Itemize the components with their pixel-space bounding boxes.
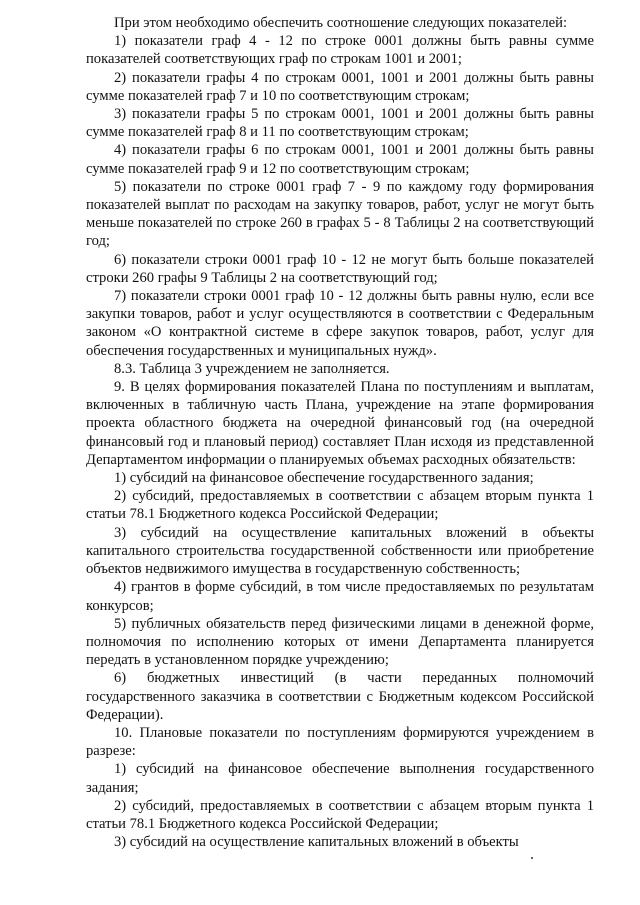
paragraph-8-3: 8.3. Таблица 3 учреждением не заполняется. <box>114 360 390 377</box>
paragraph-item-3: 3) показатели графы 5 по строкам 0001, 1001 и 2001 должны быть равны сумме показателей граф 8 и 11 по соответствующим строкам; <box>86 106 594 141</box>
paragraph-10-item-2: 2) субсидий, предоставляемых в соответствии с абзацем вторым пункта 1 статьи 78.1 Бюджетного кодекса Российской Федерации; <box>86 797 594 832</box>
paragraph-10: 10. Плановые показатели по поступлениям формируются учреждением в разрезе: <box>86 724 594 760</box>
paragraph-9-item-6: 6) бюджетных инвестиций (в части переданных полномочий государственного заказчика в соответствии с Бюджетным кодексом Российской Федерации). <box>86 670 594 723</box>
paragraph-9-item-4: 4) грантов в форме субсидий, в том числе предоставляемых по результатам конкурсов; <box>86 579 594 614</box>
paragraph-intro: При этом необходимо обеспечить соотношение следующих показателей: <box>114 15 568 31</box>
paragraph-item-6: 6) показатели строки 0001 граф 10 - 12 не могут быть больше показателей строки 260 графы 9 Таблицы 2 на соответствующий год; <box>86 251 594 286</box>
paragraph-item-7: 7) показатели строки 0001 граф 10 - 12 должны быть равны нулю, если все закупки товаров, работ и услуг осуществляются в соответствии с Федеральным законом «О контрактной системе в сфере закупок товаров, работ, услуг для обеспечения государственных и муниципальных нужд». <box>86 288 594 359</box>
paragraph-9-item-3: 3) субсидий на осуществление капитальных вложений в объекты капитального строительства государственной собственности или приобретение объектов недвижимого имущества в государственную собственность; <box>86 524 594 578</box>
paragraph-item-2: 2) показатели графы 4 по строкам 0001, 1001 и 2001 должны быть равны сумме показателей граф 7 и 10 по соответствующим строкам; <box>86 69 594 104</box>
scan-speck <box>531 857 533 859</box>
paragraph-10-item-3: 3) субсидий на осуществление капитальных вложений в объекты <box>114 834 519 851</box>
paragraph-item-1: 1) показатели граф 4 - 12 по строке 0001 должны быть равны сумме показателей соответствующих граф по строкам 1001 и 2001; <box>86 33 594 68</box>
paragraph-9-item-1: 1) субсидий на финансовое обеспечение государственного задания; <box>114 470 534 487</box>
paragraph-9: 9. В целях формирования показателей Плана по поступлениям и выплатам, включенных в табличную часть Плана, учреждение на этапе формирования проекта областного бюджета на очередной финансовый год (на очередной финансовый год и плановый период) составляет План исходя из представленной Департаментом информации о планируемых объемах расходных обязательств: <box>86 379 594 468</box>
paragraph-10-item-1: 1) субсидий на финансовое обеспечение выполнения государственного задания; <box>86 761 594 796</box>
paragraph-9-item-5: 5) публичных обязательств перед физическими лицами в денежной форме, полномочия по исполнению которых от имени Департамента планируется передать в установленном порядке учреждению; <box>86 615 594 669</box>
paragraph-item-5: 5) показатели по строке 0001 граф 7 - 9 по каждому году формирования показателей выплат по расходам на закупку товаров, работ, услуг не могут быть меньше показателей по строке 260 в графах 5 - 8 Таблицы 2 на соответствующий год; <box>86 178 594 250</box>
document-body <box>86 14 594 851</box>
paragraph-9-item-2: 2) субсидий, предоставляемых в соответствии с абзацем вторым пункта 1 статьи 78.1 Бюджетного кодекса Российской Федерации; <box>86 488 594 523</box>
paragraph-item-4: 4) показатели графы 6 по строкам 0001, 1001 и 2001 должны быть равны сумме показателей граф 9 и 12 по соответствующим строкам; <box>86 142 594 177</box>
